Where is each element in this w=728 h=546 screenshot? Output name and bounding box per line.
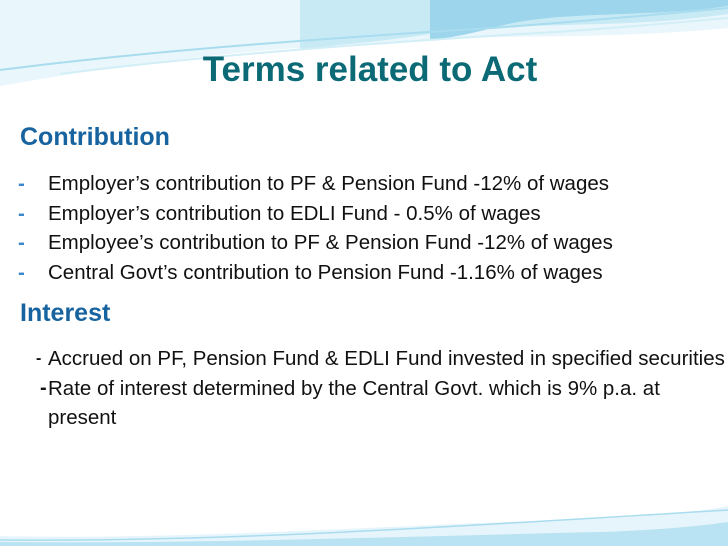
bullet-dash: -: [18, 201, 25, 225]
interest-item: Rate of interest determined by the Central Govt. which is 9% p.a. at present: [48, 376, 660, 429]
list-item: [18, 199, 613, 229]
contribution-item: Employer’s contribution to PF & Pension Fund -12% of wages: [48, 172, 610, 195]
decorative-wave-bottom: [0, 496, 728, 546]
contribution-list: [18, 169, 613, 287]
list-item: [18, 228, 613, 258]
interest-item: Accrued on PF, Pension Fund & EDLI Fund invested in specified securities: [48, 347, 725, 370]
contribution-heading: Contribution: [20, 123, 170, 151]
bullet-dash: -: [36, 350, 42, 367]
contribution-item: Employee’s contribution to PF & Pension Fund -12% of wages: [48, 231, 613, 254]
bullet-dash: -: [18, 231, 25, 254]
contribution-item: Employer’s contribution to EDLI Fund - 0.5% of wages: [48, 201, 541, 225]
bullet-dash: -: [40, 376, 47, 399]
bullet-dash: -: [18, 260, 25, 284]
list-item: [36, 374, 726, 433]
interest-list: [36, 344, 726, 433]
list-item: [36, 344, 726, 374]
contribution-item: Central Govt’s contribution to Pension Fund -1.16% of wages: [48, 260, 603, 284]
interest-heading: Interest: [20, 299, 111, 327]
bullet-dash: -: [18, 172, 25, 195]
list-item: [18, 169, 613, 199]
slide-title: Terms related to Act: [202, 50, 538, 89]
list-item: [18, 258, 613, 288]
